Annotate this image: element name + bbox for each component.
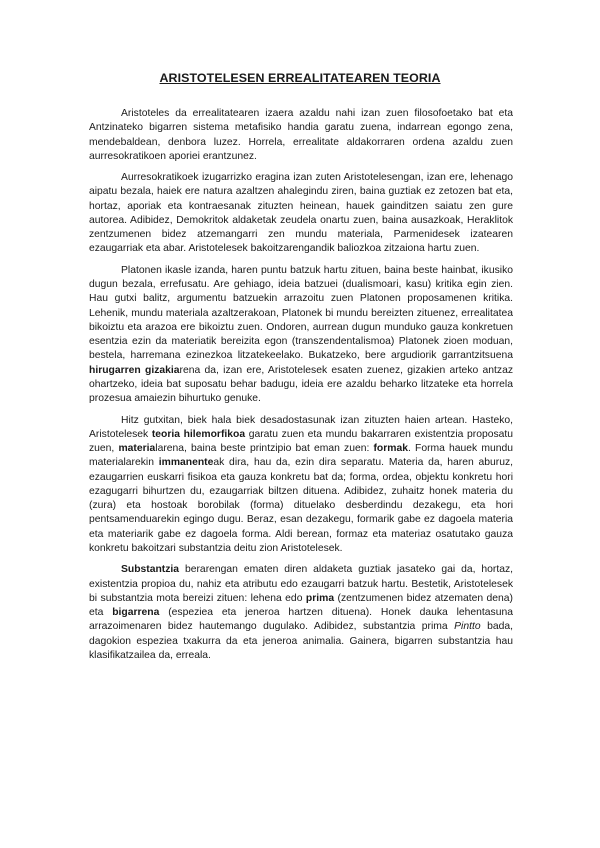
bold-term: formak: [373, 443, 408, 455]
text-run: garatu zuen eta mundu bakarraren existentzia proposatu zuen,: [89, 428, 514, 455]
bold-term: prima: [305, 592, 335, 604]
text-run: rena da, izan ere, Aristotelesek esaten zuenez, gizakien arteko antzaz ohartzeko, ideia bat suposatu behar badugu, ideia ere azaldu beharko litzateke eta horrela prozesua amaiezin bihurtuko genuke.: [89, 364, 513, 405]
text-run: . Forma hauek mundu materialarekin: [89, 443, 513, 469]
text-run: bada, dagokion espeziea txakurra da eta jeneroa animalia. Gainera, bigarren substantzia hau klasifikatzailea da, erreala.: [89, 621, 513, 661]
text-run: ak dira, hau da, ezin dira separatu. Materia da, haren aburuz, ezaugarrien euskarri fisikoa eta gauza konkretu bat da; forma, ordea, objektu konkretu hori ezagugarri bihurtzen du, ezaugarriak biltzen dituena. Adibidez, zuhaitz honek materia du (zura) eta hostoak borobilak (forma) dituelako desberdindu dezakegu, eta hori pentsamenduarekin egingo dugu. Beraz, esan dezakegu, formarik gabe ez dagoela materia eta materiarik gabe ez dagoela forma. Aldi berean, formaz eta materiaz osatutako gauza konkretu bakoitzari substantzia deitu zion Aristotelesek.: [89, 457, 513, 554]
text-run: Platonen ikasle izanda, haren puntu batzuk hartu zituen, baina beste hainbat, ikusiko dugun bezala, errefusatu. Are gehiago, ideia batzuei (dualismoari, kasu) kritika egin zien. Hau gutxi balitz, argumentu batzuekin arrazoitu zuen Platonen proposamenen kritika. Lehenik, mundu materiala azaltzerakoan, Platonek bi mundu bereizten zituenez, errealitatea bikoiztu eta arazoa ere bikoiztu zuen. Ondoren, aurrean dugun munduko gauza konkretuen esentzia ezin da materiatik bereizita egon (transzendentalismoa) Platonek zioen moduan, bestela, harremana ezinezkoa litzatekeelako. Bukatzeko, bere argudiorik garrantzitsuena: [89, 264, 513, 362]
text-run: (zentzumenen bidez atzematen dena) eta: [89, 592, 513, 618]
text-run: (espeziea eta jeneroa hartzen dituena). Honek dauka lehentasuna arrazoimenaren bidez hautemango dugulako. Adibidez, substantzia prima: [89, 607, 513, 633]
text-run: berarengan ematen diren aldaketa guztiak jasateko gai da, hortaz, existentzia propioa du, nahiz eta atributu edo ezaugarri batzuk hartu. Bestetik, Aristotelesek bi substantzia mota bereizi zituen: lehena edo: [89, 564, 513, 604]
bold-term: bigarrena: [112, 607, 160, 618]
document-title: ARISTOTELESEN ERREALITATEAREN TEORIA: [159, 71, 441, 85]
bold-term: immanente: [158, 457, 214, 469]
paragraph: [89, 171, 513, 257]
document-body: [89, 107, 513, 670]
italic-term: Pintto: [454, 621, 481, 633]
bold-term: hirugarren gizakia: [89, 364, 180, 376]
bold-term: Substantzia: [121, 564, 180, 576]
paragraph: [89, 264, 513, 407]
paragraph: [89, 107, 513, 164]
text-run: Hitz gutxitan, biek hala biek desadostasunak izan zituzten haien artean. Hasteko, Aristotelesek: [89, 414, 513, 440]
text-run: Aurresokratikoek izugarrizko eragina izan zuten Aristotelesengan, izan ere, lehenago aipatu bezala, haiek ere natura azaltzen ahalegindu ziren, baina guztiak ez zetozen bat eta, hortaz, aporiak eta kontraesanak zituzten heinean, hauek gainditzen saiatu zen gure autorea. Adibidez, Demokritok aldaketak zeudela onartu zuen, baina ausazkoak, Heraklitok zentzumenen bidez atzemangarri zen mundu materiala, Parmenidesek izatearen ezaugarriak eta abar. Aristotelesek bakoitzarengandik baliozkoa zitzaiona hartu zuen.: [89, 172, 513, 255]
paragraph: [89, 414, 513, 557]
paragraph: [89, 563, 513, 663]
text-run: larena, baina beste printzipio bat eman zuen:: [155, 443, 374, 455]
text-run: Aristoteles da errealitatearen izaera azaldu nahi izan zuen filosofoetako bat eta Antzinateko bigarren sistema metafisiko handia garatu zuena, indarrean egongo zena, mendebaldean, denbora luzez. Horrela, errealitate aldakorraren ordena azaldu zuen aurresokratikoen aporiei erantzunez.: [89, 108, 513, 162]
bold-term: materia: [118, 443, 156, 455]
bold-term: teoria hilemorfikoa: [151, 428, 246, 440]
